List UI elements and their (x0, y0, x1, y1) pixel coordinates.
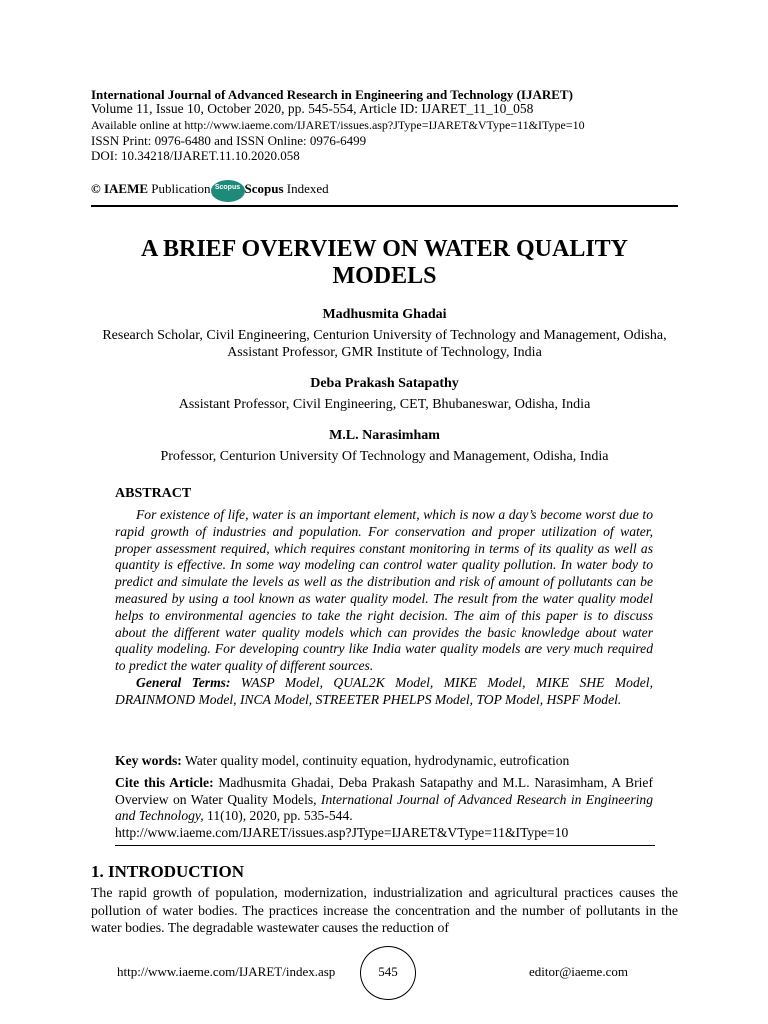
header-rule (91, 205, 678, 207)
doi: DOI: 10.34218/IJARET.11.10.2020.058 (91, 148, 300, 163)
cite-text: Madhusmita Ghadai, Deba Prakash Satapathy and M.L. Narasimham, A Brief Overview on Water Quality Models, (115, 775, 653, 807)
author-affiliation: Assistant Professor, Civil Engineering, CET, Bhubaneswar, Odisha, India (178, 397, 591, 412)
general-terms-label: General Terms: (136, 674, 231, 690)
issn-info: ISSN Print: 0976-6480 and ISSN Online: 0976-6499 (91, 133, 367, 148)
scopus-logo-icon: Scopus (211, 180, 245, 202)
cite-rule (115, 845, 655, 846)
abstract-heading: ABSTRACT (115, 486, 192, 501)
available-online: Available online at http://www.iaeme.com/IJARET/issues.asp?JType=IJARET&VType=11&IType=10 (91, 118, 585, 132)
scopus-label: Scopus (244, 181, 284, 196)
abstract-body (115, 507, 653, 709)
cite-label: Cite this Article: (115, 775, 214, 790)
page-number: 545 (360, 946, 416, 1000)
footer-url[interactable]: http://www.iaeme.com/IJARET/index.asp (117, 964, 336, 979)
publisher-suffix: Publication (148, 181, 211, 196)
author-affiliation: Research Scholar, Civil Engineering, Centurion University of Technology and Management, Odisha, Assistant Professor, GMR Institute of Technology, India (102, 328, 667, 360)
cite-journal: International Journal of Advanced Research in Engineering and Technology, (115, 791, 653, 824)
author-affiliation: Professor, Centurion University Of Technology and Management, Odisha, India (160, 449, 609, 464)
author-name: Madhusmita Ghadai (322, 307, 447, 322)
author-name: Deba Prakash Satapathy (310, 376, 459, 391)
abstract-text: For existence of life, water is an important element, which is now a day’s become worst due to rapid growth of industries and population. For conservation and proper utilization of water, proper assessment required, which requires constant monitoring in terms of its quality as well as quantity is effective. In some way modeling can control water quality pollution. In water body to predict and simulate the levels as well as the distribution and risk of amount of pollutants can be measured by using a tool known as water quality model. The result from the water quality model helps to environmental agencies to take the right decision. The aim of this paper is to discuss about the different water quality models which can provides the basic knowledge about water quality modeling. For developing country like India water quality models are very much required to predict the water quality of different sources. (115, 507, 653, 674)
general-terms-text: WASP Model, QUAL2K Model, MIKE Model, MIKE SHE Model, DRAINMOND Model, INCA Model, STREETER PHELPS Model, TOP Model, HSPF Model. (115, 674, 653, 707)
journal-name: International Journal of Advanced Research in Engineering and Technology (IJARET) (91, 87, 573, 102)
general-terms (115, 675, 653, 709)
footer-email[interactable]: editor@iaeme.com (529, 964, 628, 979)
publisher-name: © IAEME (91, 181, 149, 196)
cite-url[interactable]: http://www.iaeme.com/IJARET/issues.asp?JType=IJARET&VType=11&IType=10 (115, 824, 569, 840)
cite-rest: 11(10), 2020, pp. 535-544. (203, 808, 353, 824)
cite-article (115, 775, 653, 841)
volume-info: Volume 11, Issue 10, October 2020, pp. 545-554, Article ID: IJARET_11_10_058 (91, 101, 534, 116)
keywords-text: Water quality model, continuity equation, hydrodynamic, eutrofication (181, 753, 570, 768)
author-name: M.L. Narasimham (329, 428, 440, 443)
paper-title: A BRIEF OVERVIEW ON WATER QUALITY MODELS (140, 236, 629, 289)
intro-paragraph: The rapid growth of population, modernization, industrialization and agricultural practices causes the pollution of water bodies. The practices increase the concentration and the number of pollutants in the water bodies. The degradable wastewater causes the reduction of (91, 885, 678, 936)
indexed-label: Indexed (283, 181, 329, 196)
section-heading: 1. INTRODUCTION (91, 862, 245, 881)
keywords (115, 752, 653, 769)
keywords-label: Key words: (115, 753, 182, 768)
